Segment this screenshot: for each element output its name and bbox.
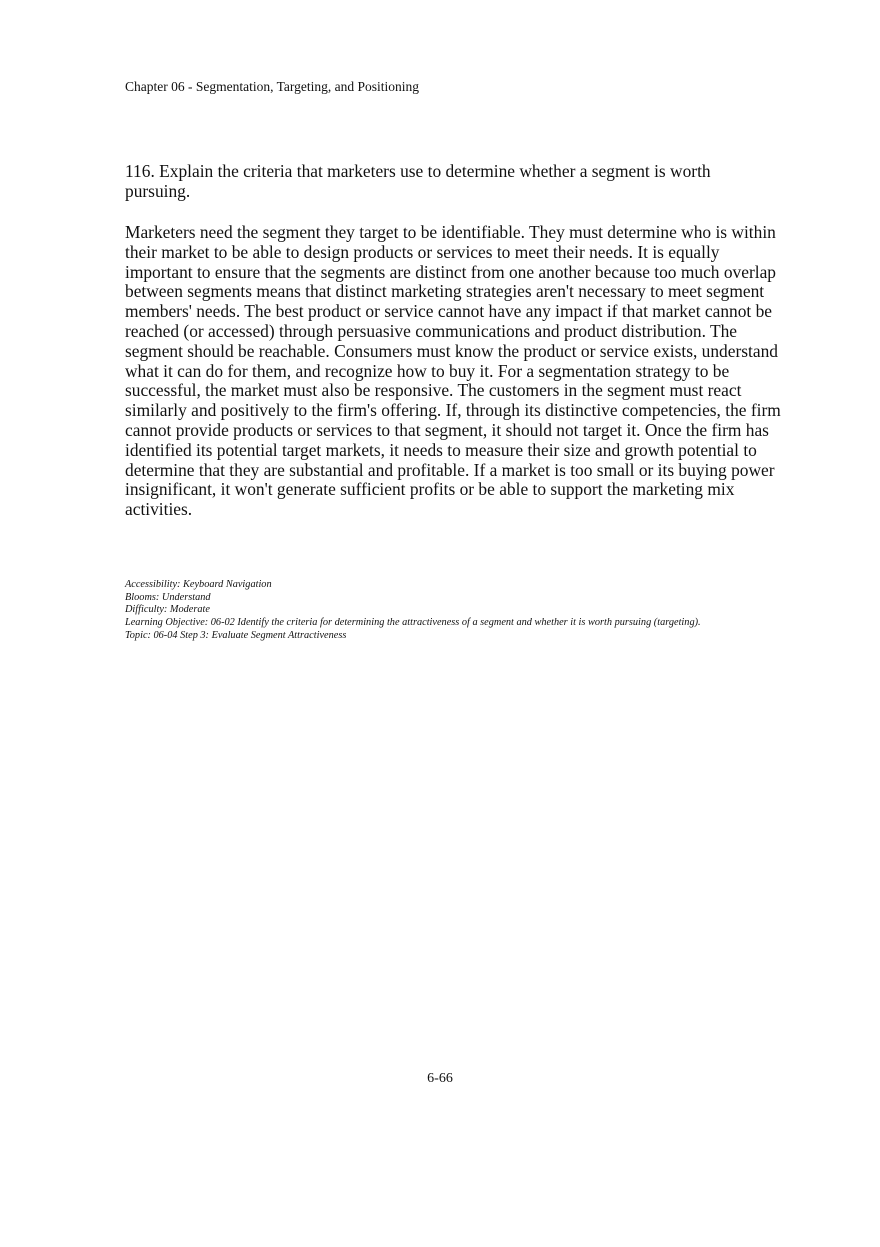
page-number: 6-66 [427, 1071, 453, 1086]
blooms-tag: Blooms: Understand [125, 591, 211, 603]
answer-text: Marketers need the segment they target to be identifiable. They must determine who is within their market to be able to design products or services to meet their needs. It is equally important to ensure that the segments are distinct from one another because too much overlap between segments means that distinct marketing strategies aren't necessary to meet segment members' needs. The best product or service cannot have any impact if that market cannot be reached (or accessed) through persuasive communications and product distribution. The segment should be reachable. Consumers must know the product or service exists, understand what it can do for them, and recognize how to buy it. For a segmentation strategy to be successful, the market must also be responsive. The customers in the segment must react similarly and positively to the firm's offering. If, through its distinctive competencies, the firm cannot provide products or services to that segment, it should not target it. Once the firm has identified its potential target markets, it needs to measure their size and growth potential to determine that they are substantial and profitable. If a market is too small or its buying power insignificant, it won't generate sufficient profits or be able to support the marketing mix activities. [125, 222, 781, 520]
question-metadata [125, 579, 805, 643]
chapter-header: Chapter 06 - Segmentation, Targeting, and Positioning [125, 79, 420, 94]
topic-tag: Topic: 06-04 Step 3: Evaluate Segment Attractiveness [125, 629, 347, 641]
question-text: 116. Explain the criteria that marketers use to determine whether a segment is worth pursuing. [125, 161, 711, 201]
accessibility-tag: Accessibility: Keyboard Navigation [125, 579, 272, 590]
difficulty-tag: Difficulty: Moderate [125, 604, 210, 616]
learning-objective-tag: Learning Objective: 06-02 Identify the criteria for determining the attractiveness of a segment and whether it is worth pursuing (targeting). [125, 617, 701, 629]
